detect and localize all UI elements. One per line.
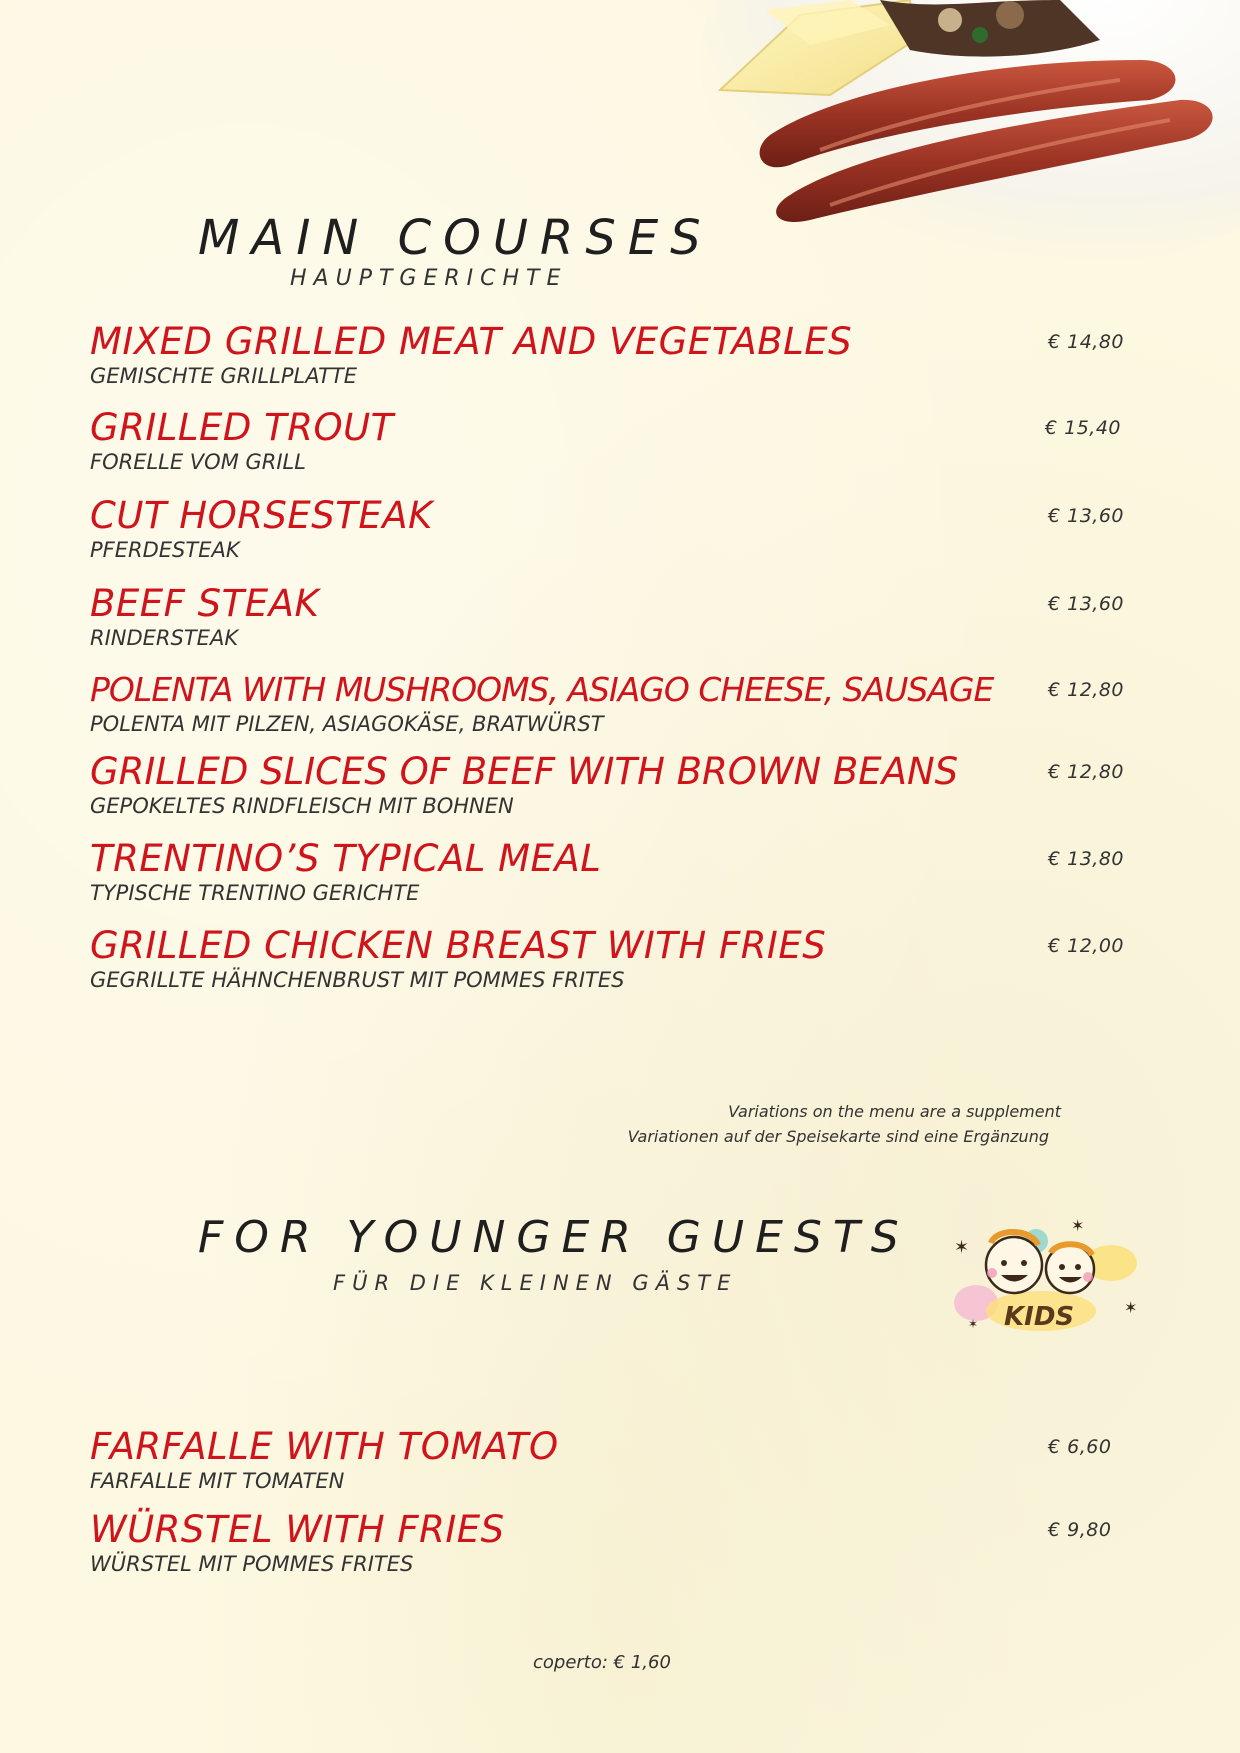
menu-item [90, 583, 1140, 651]
dish-name: GRILLED CHICKEN BREAST WITH FRIES [90, 924, 827, 967]
dish-price: € 13,80 [1048, 848, 1125, 870]
dish-subtitle: PFERDESTEAK [90, 538, 240, 562]
dish-name: FARFALLE WITH TOMATO [90, 1425, 559, 1468]
menu-item [90, 321, 1140, 389]
dish-name: BEEF STEAK [90, 582, 320, 625]
sausage-photo [680, 0, 1240, 275]
dish-price: € 9,80 [1048, 1519, 1112, 1541]
dish-name: TRENTINO’S TYPICAL MEAL [90, 837, 602, 880]
menu-item [90, 925, 1140, 993]
kids-section-title: FOR YOUNGER GUESTS [198, 1212, 910, 1263]
dish-name: GRILLED SLICES OF BEEF WITH BROWN BEANS [90, 750, 959, 793]
dish-subtitle: GEMISCHTE GRILLPLATTE [90, 364, 357, 388]
menu-item [90, 1509, 1140, 1577]
main-courses-title: MAIN COURSES [198, 210, 713, 266]
main-courses-subtitle: HAUPTGERICHTE [290, 266, 568, 291]
dish-subtitle: GEPOKELTES RINDFLEISCH MIT BOHNEN [90, 794, 514, 818]
dish-name: WÜRSTEL WITH FRIES [90, 1508, 505, 1551]
dish-price: € 14,80 [1048, 331, 1125, 353]
dish-price: € 12,00 [1048, 935, 1125, 957]
dish-price: € 15,40 [1045, 417, 1122, 439]
dish-price: € 13,60 [1048, 505, 1125, 527]
dish-subtitle: WÜRSTEL MIT POMMES FRITES [90, 1552, 414, 1576]
dish-price: € 13,60 [1048, 593, 1125, 615]
menu-item [90, 407, 1140, 475]
dish-name: GRILLED TROUT [90, 406, 394, 449]
dish-price: € 12,80 [1048, 761, 1125, 783]
menu-item [90, 1426, 1140, 1494]
dish-name: MIXED GRILLED MEAT AND VEGETABLES [90, 320, 853, 363]
dish-name: CUT HORSESTEAK [90, 494, 433, 537]
kids-logo [946, 1213, 1146, 1338]
dish-subtitle: RINDERSTEAK [90, 626, 239, 650]
dish-price: € 12,80 [1048, 679, 1125, 701]
svg-text:✶: ✶ [954, 1237, 970, 1258]
dish-subtitle: GEGRILLTE HÄHNCHENBRUST MIT POMMES FRITES [90, 968, 625, 992]
dish-name: POLENTA WITH MUSHROOMS, ASIAGO CHEESE, SAUSAGE [90, 670, 994, 709]
dish-subtitle: FARFALLE MIT TOMATEN [90, 1469, 345, 1493]
svg-text:✶: ✶ [1124, 1298, 1138, 1317]
menu-item [90, 495, 1140, 563]
svg-text:✶: ✶ [1071, 1216, 1085, 1235]
supplement-note-en: Variations on the menu are a supplement [728, 1102, 1061, 1121]
kids-logo-text: KIDS [1004, 1302, 1075, 1332]
svg-text:✶: ✶ [968, 1317, 979, 1331]
dish-subtitle: TYPISCHE TRENTINO GERICHTE [90, 881, 420, 905]
dish-subtitle: FORELLE VOM GRILL [90, 450, 306, 474]
menu-item [90, 838, 1140, 906]
dish-price: € 6,60 [1048, 1436, 1112, 1458]
cover-charge: coperto: € 1,60 [533, 1652, 671, 1673]
supplement-note-de: Variationen auf der Speisekarte sind eine Ergänzung [627, 1127, 1049, 1146]
kids-section-subtitle: FÜR DIE KLEINEN GÄSTE [333, 1271, 738, 1295]
dish-subtitle: POLENTA MIT PILZEN, ASIAGOKÄSE, BRATWÜRST [90, 712, 604, 736]
menu-item [90, 751, 1140, 819]
menu-item [90, 669, 1140, 737]
